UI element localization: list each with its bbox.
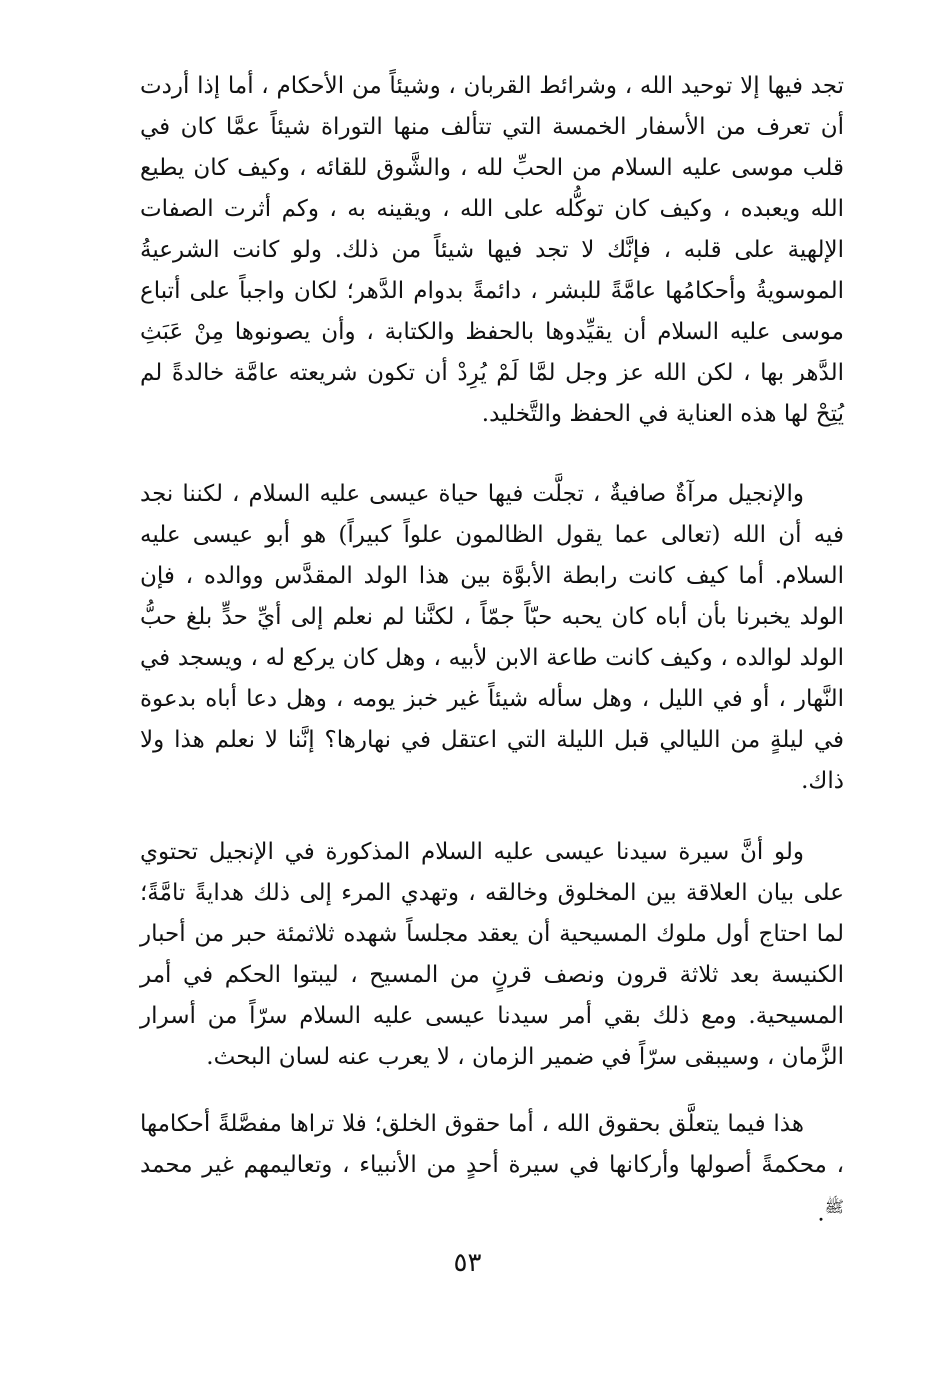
paragraph-2 bbox=[140, 474, 844, 802]
paragraph-4 bbox=[140, 1104, 844, 1235]
paragraph-3-text: ولو أنَّ سيرة سيدنا عيسى عليه السلام المذكورة في الإنجيل تحتوي على بيان العلاقة بين المخلوق وخالقه ، وتهدي المرء إلى ذلك هدايةً تامَّةً؛ لما احتاج أول ملوك المسيحية أن يعقد مجلساً شهده ثلاثمئة حبر من أحبار الكنيسة بعد ثلاثة قرون ونصف قرنٍ من المسيح ، ليبتوا الحكم في أمر المسيحية. ومع ذلك بقي أمر سيدنا عيسى عليه السلام سرّاً من أسرار الزَّمان ، وسيبقى سرّاً في ضمير الزمان ، لا يعرب عنه لسان البحث. bbox=[140, 839, 844, 1070]
paragraph-1: تجد فيها إلا توحيد الله ، وشرائط القربان ، وشيئاً من الأحكام ، أما إذا أردت أن تعرف من الأسفار الخمسة التي تتألف منها التوراة شيئاً عمَّا كان في قلب موسى عليه السلام من الحبِّ لله ، والشَّوق للقائه ، وكيف كان يطيع الله ويعبده ، وكيف كان توكُّله على الله ، ويقينه به ، وكم أثرت الصفات الإلهية على قلبه ، فإنَّك لا تجد فيها شيئاً من ذلك. ولو كانت الشرعيةُ الموسويةُ وأحكامُها عامَّةً للبشر ، دائمةً بدوام الدَّهر؛ لكان واجباً على أتباع موسى عليه السلام أن يقيِّدوها بالحفظ والكتابة ، وأن يصونوها مِنْ عَبَثِ الدَّهر بها ، لكن الله عز وجل لمَّا لَمْ يُرِدْ أن تكون شريعته عامَّة خالدةً لم يُتِحْ لها هذه العناية في الحفظ والتَّخليد. bbox=[140, 73, 844, 427]
paragraph-2-text: والإنجيل مرآةٌ صافيةٌ ، تجلَّت فيها حياة عيسى عليه السلام ، لكننا نجد فيه أن الله (تعالى عما يقول الظالمون علواً كبيراً) هو أبو عيسى عليه السلام. أما كيف كانت رابطة الأبوَّة بين هذا الولد المقدَّس ووالده ، فإن الولد يخبرنا بأن أباه كان يحبه حبّاً جمّاً ، لكنَّنا لم نعلم إلى أيِّ حدٍّ بلغ حبُّ الولد لوالده ، وكيف كانت طاعة الابن لأبيه ، وهل كان يركع له ، ويسجد في النَّهار ، أو في الليل ، وهل سأله شيئاً غير خبز يومه ، وهل دعا أباه بدعوة في ليلةٍ من الليالي قبل الليلة التي اعتقل في نهارها؟ إنَّنا لا نعلم هذا ولا ذاك. bbox=[140, 481, 844, 794]
paragraph-3 bbox=[140, 832, 844, 1078]
page-number: ٥٣ bbox=[453, 1248, 482, 1278]
closing-period: . bbox=[817, 1200, 825, 1227]
salutation-symbol: ﷺ bbox=[824, 1197, 844, 1216]
paragraph-4-text: هذا فيما يتعلَّق بحقوق الله ، أما حقوق الخلق؛ فلا تراها مفصَّلةً أحكامها ، محكمةً أصولها وأركانها في سيرة أحدٍ من الأنبياء ، وتعاليمهم غير محمد bbox=[140, 1111, 844, 1178]
